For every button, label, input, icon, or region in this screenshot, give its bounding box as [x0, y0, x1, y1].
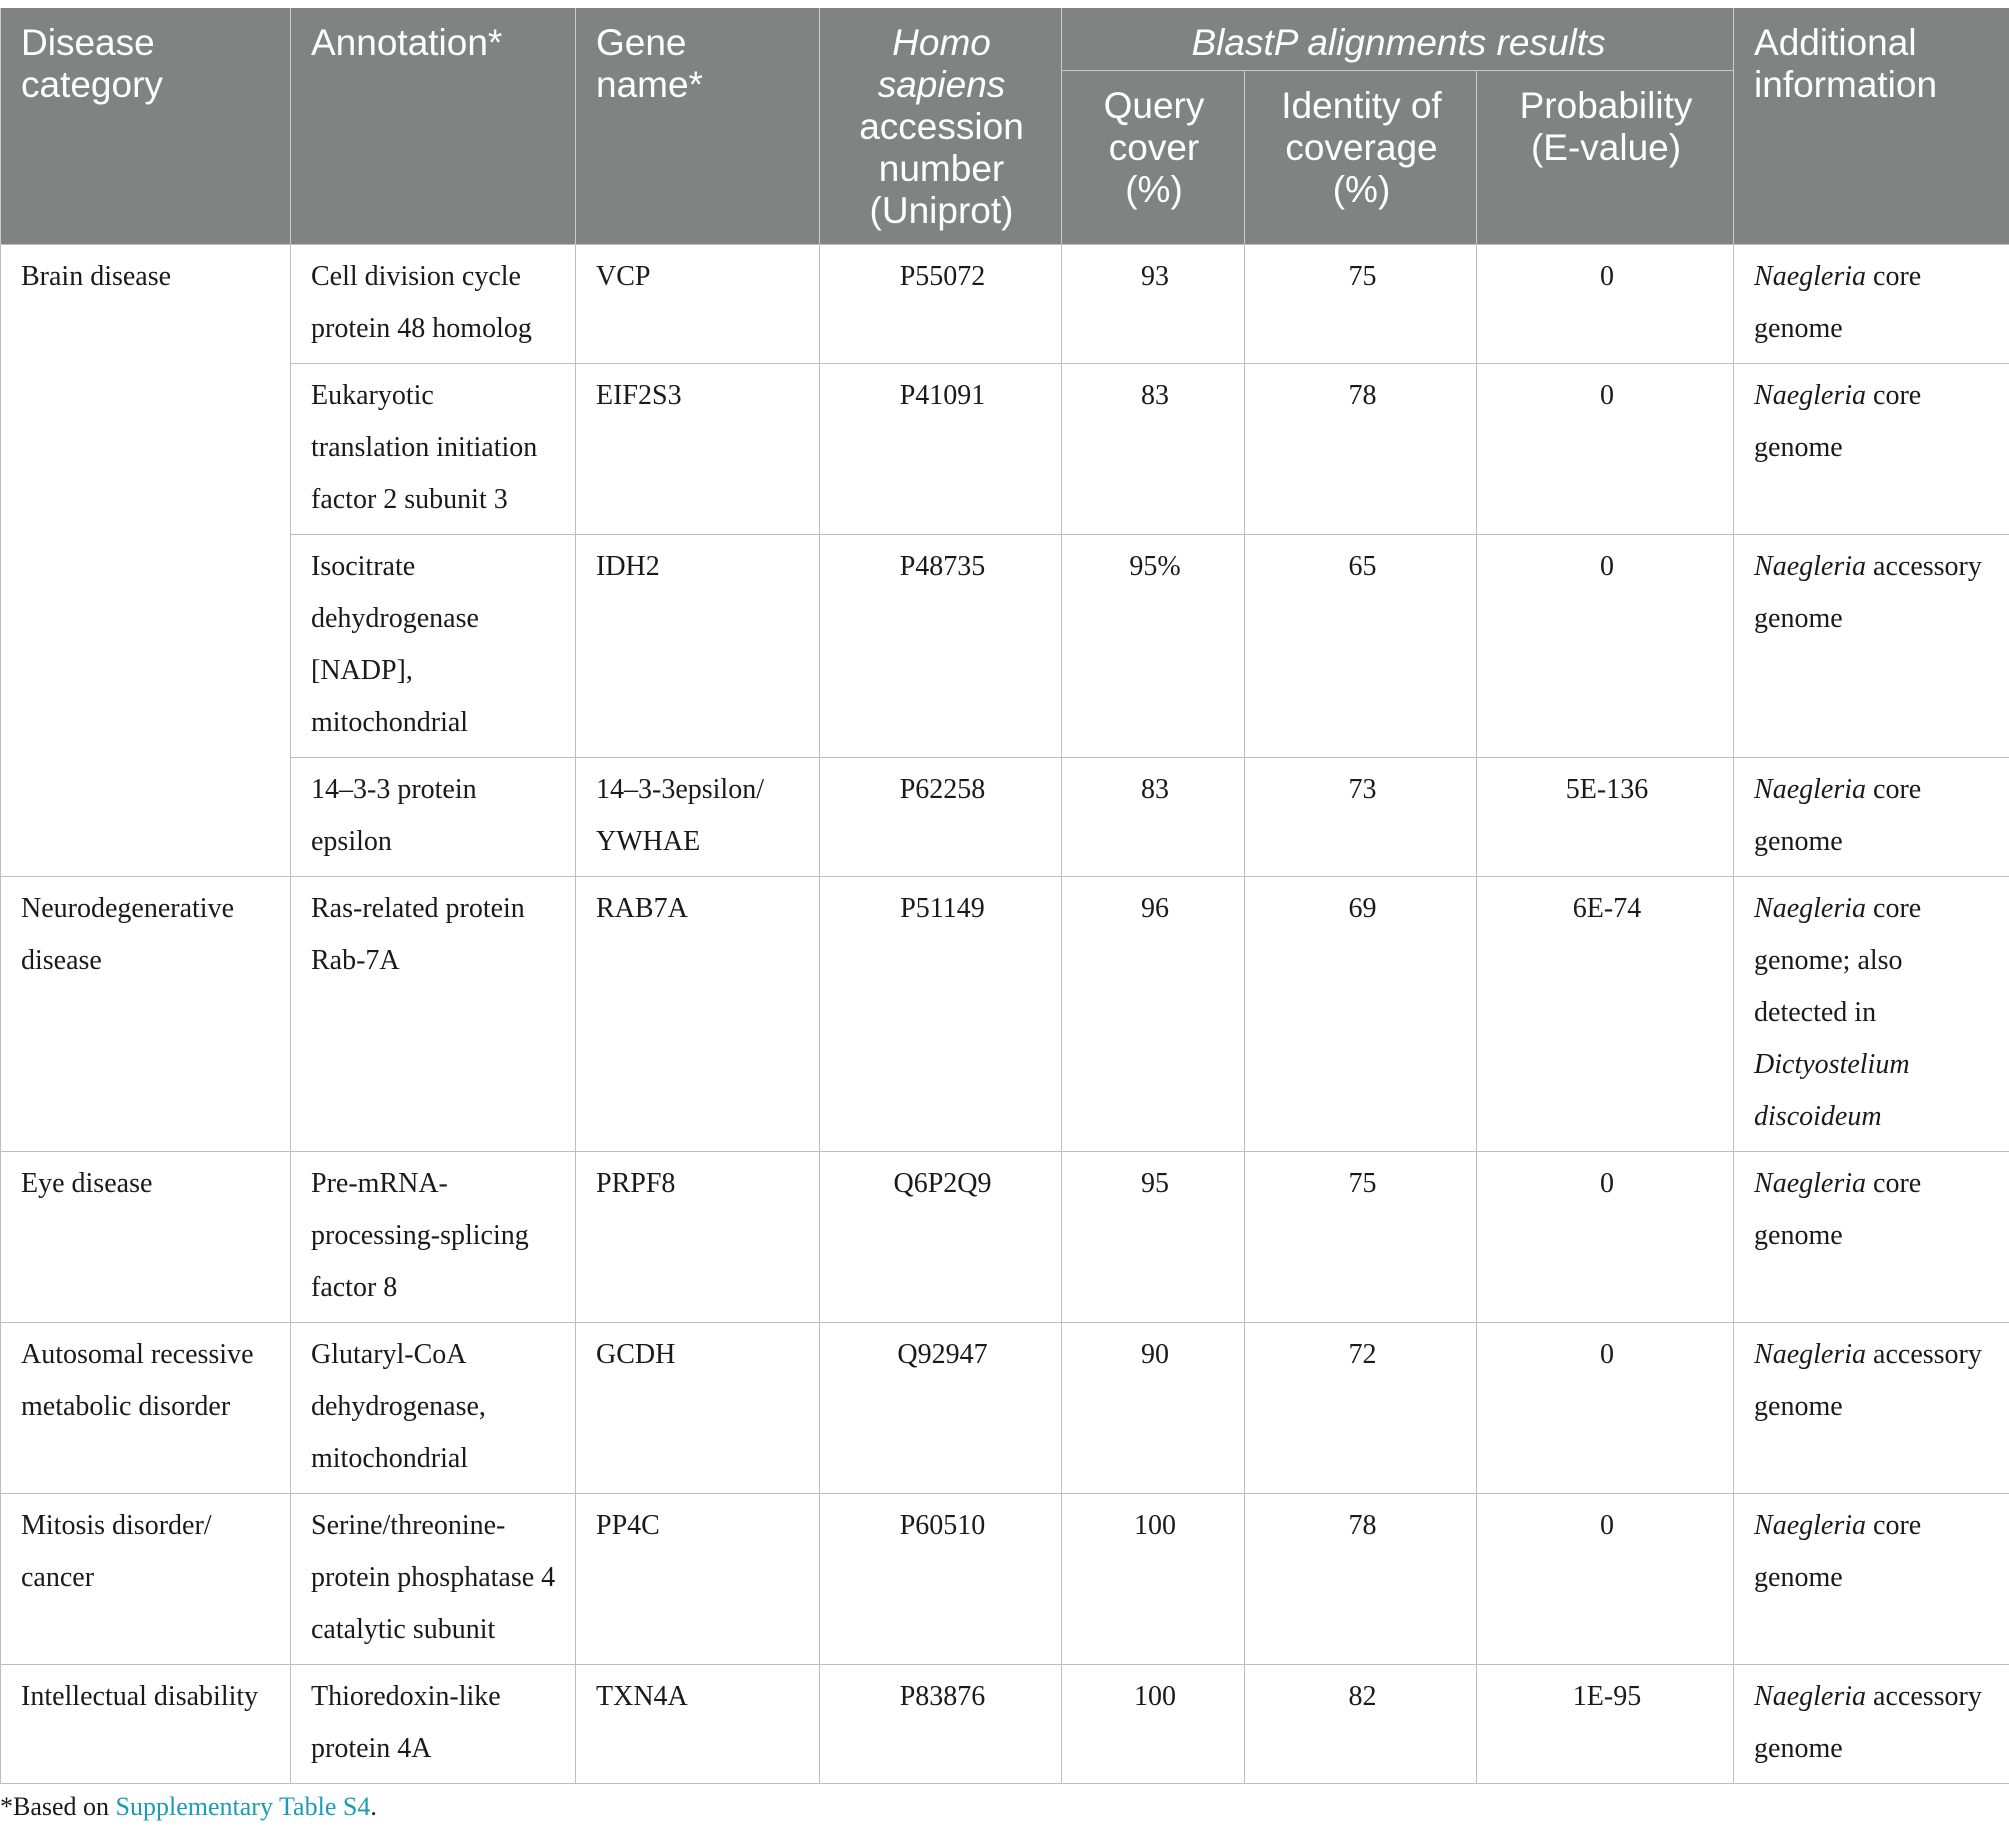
info-text: core genome: [1754, 1509, 1922, 1593]
header-accession-text: accession number (Uniprot): [859, 106, 1024, 231]
cell-disease-category: Mitosis disorder/ cancer: [1, 1493, 291, 1664]
cell-accession: P62258: [820, 757, 1062, 876]
cell-identity: 75: [1245, 1151, 1477, 1322]
cell-gene: VCP: [576, 244, 820, 363]
cell-annotation: Thioredoxin-like protein 4A: [291, 1664, 576, 1783]
cell-query-cover: 100: [1062, 1664, 1245, 1783]
cell-accession: Q6P2Q9: [820, 1151, 1062, 1322]
cell-annotation: Eukaryotic translation initiation factor 2 subunit 3: [291, 363, 576, 534]
cell-query-cover: 83: [1062, 363, 1245, 534]
info-genus: Naegleria: [1754, 773, 1867, 805]
cell-query-cover: 95%: [1062, 534, 1245, 757]
cell-evalue: 0: [1477, 1322, 1734, 1493]
table-row: [1, 363, 2009, 534]
cell-disease-category: Autosomal recessive metabolic disorder: [1, 1322, 291, 1493]
cell-evalue: 0: [1477, 1493, 1734, 1664]
info-genus: Naegleria: [1754, 1167, 1867, 1199]
cell-evalue: 0: [1477, 1151, 1734, 1322]
info-genus: Naegleria: [1754, 260, 1867, 292]
table-row: [1, 1664, 2009, 1783]
header-query-cover: Query cover (%): [1062, 70, 1245, 244]
info-genus: Naegleria: [1754, 1680, 1867, 1712]
cell-annotation: 14–3-3 protein epsilon: [291, 757, 576, 876]
cell-evalue: 0: [1477, 534, 1734, 757]
results-table-container: [0, 8, 2009, 1784]
cell-additional-info: [1734, 1664, 2009, 1783]
cell-evalue: 6E-74: [1477, 876, 1734, 1151]
header-additional-info: Additional information: [1734, 8, 2009, 244]
info-text: core genome; also detected in: [1754, 892, 1922, 1028]
header-disease-category: Disease category: [1, 8, 291, 244]
cell-identity: 73: [1245, 757, 1477, 876]
table-row: [1, 1322, 2009, 1493]
cell-additional-info: [1734, 244, 2009, 363]
cell-gene: TXN4A: [576, 1664, 820, 1783]
cell-gene: PP4C: [576, 1493, 820, 1664]
cell-accession: P51149: [820, 876, 1062, 1151]
cell-accession: P41091: [820, 363, 1062, 534]
footnote-suffix: .: [370, 1792, 377, 1821]
info-text: accessory genome: [1754, 550, 1982, 634]
cell-gene: RAB7A: [576, 876, 820, 1151]
cell-gene: IDH2: [576, 534, 820, 757]
info-text: core genome: [1754, 1167, 1922, 1251]
info-species: Dictyostelium discoideum: [1754, 1048, 1910, 1132]
table-row: [1, 244, 2009, 363]
cell-accession: Q92947: [820, 1322, 1062, 1493]
cell-evalue: 1E-95: [1477, 1664, 1734, 1783]
info-genus: Naegleria: [1754, 892, 1867, 924]
info-text: core genome: [1754, 773, 1922, 857]
cell-additional-info: [1734, 757, 2009, 876]
cell-identity: 82: [1245, 1664, 1477, 1783]
cell-gene: GCDH: [576, 1322, 820, 1493]
cell-disease-category: Neurodegenerative disease: [1, 876, 291, 1151]
info-genus: Naegleria: [1754, 550, 1867, 582]
info-text: accessory genome: [1754, 1338, 1982, 1422]
header-probability: Probability (E-value): [1477, 70, 1734, 244]
cell-identity: 72: [1245, 1322, 1477, 1493]
info-text: core genome: [1754, 260, 1922, 344]
cell-disease-category: Eye disease: [1, 1151, 291, 1322]
cell-annotation: Serine/threonine-protein phosphatase 4 catalytic subunit: [291, 1493, 576, 1664]
info-text: core genome: [1754, 379, 1922, 463]
info-genus: Naegleria: [1754, 1338, 1867, 1370]
cell-evalue: 0: [1477, 244, 1734, 363]
cell-additional-info: [1734, 1493, 2009, 1664]
cell-accession: P60510: [820, 1493, 1062, 1664]
cell-identity: 78: [1245, 363, 1477, 534]
cell-additional-info: [1734, 534, 2009, 757]
table-row: [1, 757, 2009, 876]
cell-disease-category: Intellectual disability: [1, 1664, 291, 1783]
table-row: [1, 534, 2009, 757]
cell-disease-category: Brain disease: [1, 244, 291, 876]
results-table: [0, 8, 2009, 1784]
header-homo-sapiens: Homo sapiens: [877, 22, 1006, 105]
cell-annotation: Ras-related protein Rab-7A: [291, 876, 576, 1151]
info-text: accessory genome: [1754, 1680, 1982, 1764]
cell-accession: P48735: [820, 534, 1062, 757]
cell-gene: 14–3-3epsilon/ YWHAE: [576, 757, 820, 876]
footnote-prefix: *Based on: [0, 1792, 116, 1821]
header-row-1: [1, 8, 2009, 70]
cell-annotation: Pre-mRNA-processing-splicing factor 8: [291, 1151, 576, 1322]
header-gene-name: Gene name*: [576, 8, 820, 244]
cell-annotation: Isocitrate dehydrogenase [NADP], mitochondrial: [291, 534, 576, 757]
cell-query-cover: 90: [1062, 1322, 1245, 1493]
header-annotation: Annotation*: [291, 8, 576, 244]
cell-additional-info: [1734, 876, 2009, 1151]
info-genus: Naegleria: [1754, 379, 1867, 411]
info-genus: Naegleria: [1754, 1509, 1867, 1541]
cell-query-cover: 96: [1062, 876, 1245, 1151]
cell-annotation: Cell division cycle protein 48 homolog: [291, 244, 576, 363]
cell-additional-info: [1734, 1151, 2009, 1322]
cell-identity: 65: [1245, 534, 1477, 757]
cell-query-cover: 95: [1062, 1151, 1245, 1322]
header-blastp-group-text: BlastP alignments results: [1191, 22, 1606, 63]
cell-query-cover: 100: [1062, 1493, 1245, 1664]
cell-identity: 75: [1245, 244, 1477, 363]
table-footnote: [0, 1792, 377, 1822]
header-accession-number: [820, 8, 1062, 244]
cell-query-cover: 93: [1062, 244, 1245, 363]
cell-accession: P83876: [820, 1664, 1062, 1783]
table-row: [1, 876, 2009, 1151]
cell-accession: P55072: [820, 244, 1062, 363]
cell-evalue: 0: [1477, 363, 1734, 534]
cell-identity: 78: [1245, 1493, 1477, 1664]
table-row: [1, 1493, 2009, 1664]
cell-evalue: 5E-136: [1477, 757, 1734, 876]
cell-query-cover: 83: [1062, 757, 1245, 876]
cell-identity: 69: [1245, 876, 1477, 1151]
cell-additional-info: [1734, 363, 2009, 534]
cell-annotation: Glutaryl-CoA dehydrogenase, mitochondrial: [291, 1322, 576, 1493]
cell-additional-info: [1734, 1322, 2009, 1493]
cell-gene: PRPF8: [576, 1151, 820, 1322]
cell-gene: EIF2S3: [576, 363, 820, 534]
header-blastp-group: [1062, 8, 1734, 70]
supplementary-table-link[interactable]: Supplementary Table S4: [115, 1792, 371, 1821]
table-row: [1, 1151, 2009, 1322]
header-identity: Identity of coverage (%): [1245, 70, 1477, 244]
